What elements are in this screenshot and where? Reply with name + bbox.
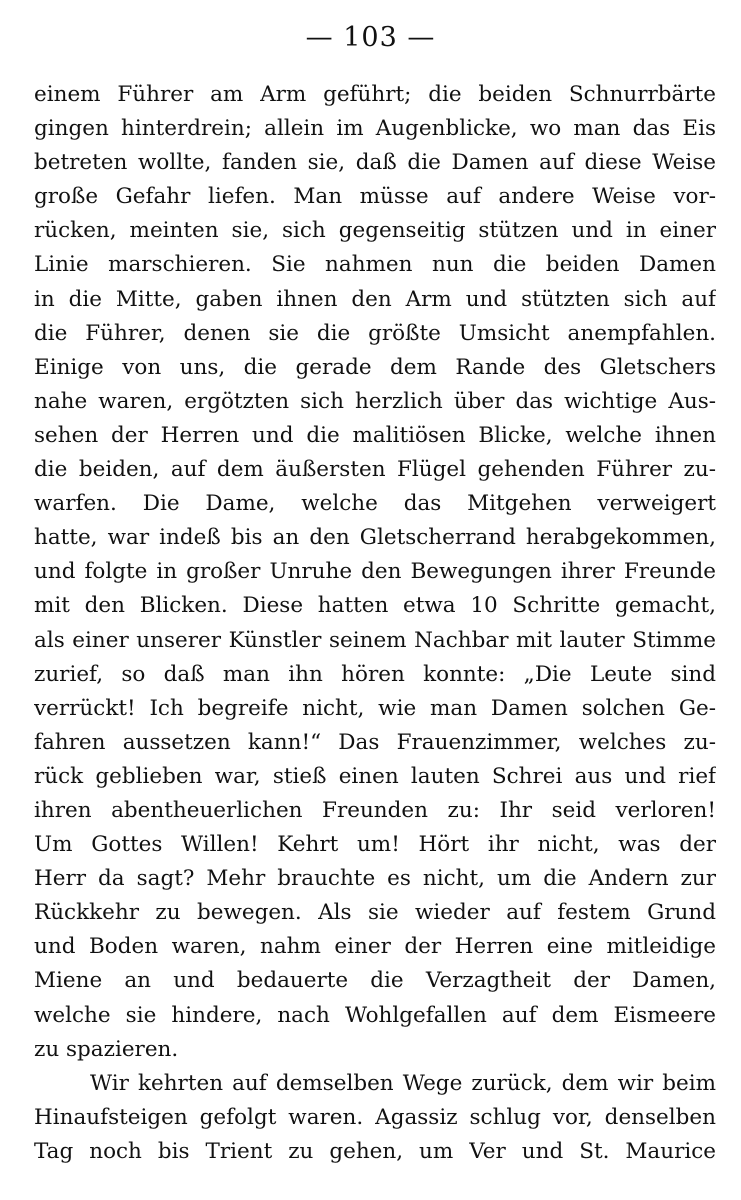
text-line: die Führer, denen sie die größte Umsicht anempfahlen. [34, 320, 716, 346]
text-line: zu spazieren. [34, 1036, 179, 1062]
text-line: und Boden waren, nahm einer der Herren eine mitleidige [34, 934, 716, 960]
text-line: nahe waren, ergötzten sich herzlich über das wichtige Aus- [34, 388, 716, 414]
text-line: rücken, meinten sie, sich gegenseitig stützen und in einer [34, 218, 716, 244]
text-line: einem Führer am Arm geführt; die beiden Schnurrbärte [34, 82, 716, 107]
text-line: die beiden, auf dem äußersten Flügel gehenden Führer zu- [34, 457, 716, 483]
text-line: in die Mitte, gaben ihnen den Arm und stützten sich auf [34, 286, 716, 312]
text-line: betreten wollte, fanden sie, daß die Damen auf diese Weise [34, 150, 716, 176]
text-line: Linie marschieren. Sie nahmen nun die beiden Damen [34, 252, 716, 278]
text-line: als einer unserer Künstler seinem Nachbar mit lauter Stimme [34, 627, 716, 653]
text-line: welche sie hindere, nach Wohlgefallen auf dem Eismeere [34, 1002, 716, 1028]
body-text [34, 78, 716, 1169]
text-line: Miene an und bedauerte die Verzagtheit der Damen, [34, 968, 716, 994]
text-line: fahren aussetzen kann!“ Das Frauenzimmer, welches zu- [34, 729, 716, 755]
text-line: Wir kehrten auf demselben Wege zurück, dem wir beim [90, 1070, 716, 1096]
text-line: große Gefahr liefen. Man müsse auf andere Weise vor- [34, 184, 716, 210]
page-number: — 103 — [305, 22, 436, 53]
text-line: sehen der Herren und die malitiösen Blicke, welche ihnen [34, 422, 716, 448]
text-line: verrückt! Ich begreife nicht, wie man Damen solchen Ge- [34, 695, 716, 721]
text-line: zurief, so daß man ihn hören konnte: „Die Leute sind [34, 661, 716, 687]
text-line: warfen. Die Dame, welche das Mitgehen verweigert [34, 491, 716, 517]
text-line: hatte, war indeß bis an den Gletscherrand herabgekommen, [34, 525, 716, 551]
text-line: und folgte in großer Unruhe den Bewegungen ihrer Freunde [34, 559, 716, 585]
text-line: Um Gottes Willen! Kehrt um! Hört ihr nicht, was der [34, 832, 716, 858]
text-line: mit den Blicken. Diese hatten etwa 10 Schritte gemacht, [34, 593, 716, 619]
text-line: Tag noch bis Trient zu gehen, um Ver und St. Maurice [34, 1138, 716, 1164]
text-line: Einige von uns, die gerade dem Rande des Gletschers [34, 354, 716, 380]
text-line: gingen hinterdrein; allein im Augenblicke, wo man das Eis [34, 116, 716, 142]
text-line: Rückkehr zu bewegen. Als sie wieder auf festem Grund [34, 900, 716, 926]
text-line: rück geblieben war, stieß einen lauten Schrei aus und rief [34, 763, 716, 789]
text-line: Herr da sagt? Mehr brauchte es nicht, um die Andern zur [34, 866, 716, 892]
text-line: ihren abentheuerlichen Freunden zu: Ihr seid verloren! [34, 797, 716, 823]
text-line: Hinaufsteigen gefolgt waren. Agassiz schlug vor, denselben [34, 1104, 716, 1130]
